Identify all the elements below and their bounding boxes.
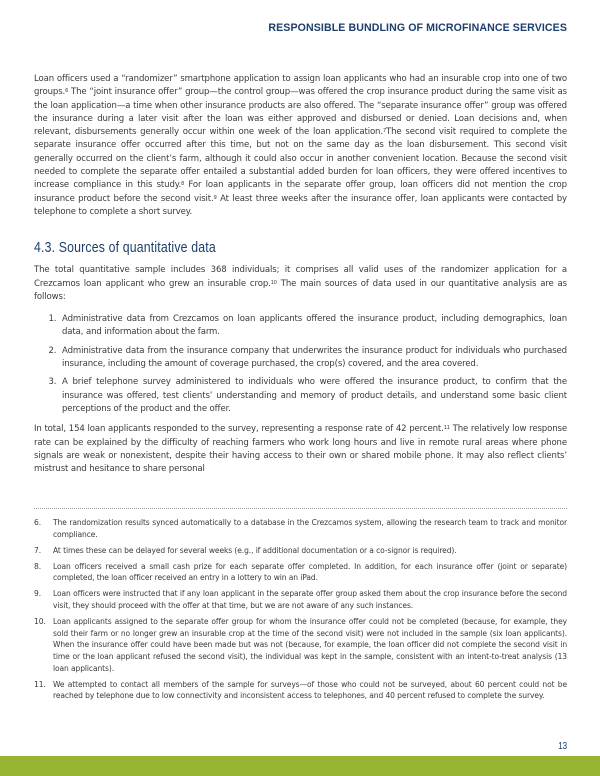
footnote-ref[interactable]: 11 [443, 425, 450, 432]
footnote-ref[interactable]: 9 [213, 194, 217, 201]
footnote [34, 679, 567, 702]
footnote-divider [34, 508, 567, 509]
text-span: The main sources of data used in our quantitative analysis are as follows: [34, 278, 568, 302]
main-content [34, 73, 567, 476]
footnote-text: Loan applicants assigned to the separate offer group for whom the insurance offer could not be completed (because, for example, they sold their farm or no longer grew an insurable crop at the time of the second visit) were not included in the sample (six loan applicants). When the insurance offer could have been made but was not (because, for example, the loan officer did not complete the second visit in time or the loan applicant refused the second visit), the individual was kept in the sample, consistent with an intent-to-treat analysis (13 loan applicants). [53, 617, 567, 673]
footnote-ref[interactable]: 10 [270, 279, 277, 286]
footnote-ref[interactable]: 6 [65, 88, 69, 95]
section-heading: 4.3. Sources of quantitative data [34, 239, 216, 257]
footnote-number: 9. [34, 589, 42, 599]
footnote-text: We attempted to contact all members of the sample for surveys—of those who could not be surveyed, about 60 percent could not be reached by telephone due to low connectivity and inconsistent access to telephones, and 40 percent refused to complete the survey. [53, 679, 567, 701]
text-span: The “joint insurance offer” group—the control group—was offered the crop insurance product during the same visit as the loan application—a time when other insurance products are also offered. The “separate insurance offer” group was offered the insurance during a later visit after the loan was either approved and disbursed or denied. Loan decisions and, when relevant, disbursements generally occur within one week of the loan application. [34, 87, 567, 138]
footnote-number: 8. [34, 561, 42, 571]
text-span: The second visit required to complete the separate insurance offer occurred after this time, but not on the same day as the loan disbursement. This second visit generally occurred on the client’s farm, although it could also occur in another convenient location. Because the second visit needed to complete the separate offer entailed a substantial added burden for loan officers, they were offered incentives to increase compliance in this study. [34, 127, 567, 191]
response-paragraph [34, 423, 567, 476]
text-span: In total, 154 loan applicants responded to the survey, representing a response rate of 42 percent. [34, 424, 444, 435]
footnote [34, 588, 567, 611]
intro-paragraph [34, 73, 567, 219]
list-item: 1. Administrative data from Crezcamos on loan applicants offered the insurance product, including demographics, loan data, and information about the farm. [59, 313, 567, 340]
text-span: For loan applicants in the separate offer group, loan officers did not mention the crop insurance product before the second visit. [34, 180, 567, 204]
text-span: The relatively low response rate can be explained by the difficulty of reaching farmers who work long hours and live in remote rural areas where phone signals are weak or nonexistent, despite their having access to their own or shared mobile phone. It may also reflect clients’ mistrust and hesitance to share personal [34, 424, 567, 475]
running-header: RESPONSIBLE BUNDLING OF MICROFINANCE SERVICES [268, 22, 567, 34]
footnotes [34, 517, 567, 706]
footnote [34, 561, 567, 584]
footnote-number: 7. [34, 545, 42, 555]
text-span: Loan officers used a “randomizer” smartphone application to assign loan applicants who had an insurable crop into one of two groups. [34, 74, 567, 98]
text-span: At least three weeks after the insurance offer, loan applicants were contacted by telephone to complete a short survey. [34, 193, 567, 217]
footnote [34, 545, 567, 557]
footnote-number: 6. [34, 518, 42, 527]
footnote-text: Loan officers were instructed that if any loan applicant in the separate offer group asked them about the crop insurance before the second visit, they should proceed with the offer at that time, but we are not aware of any such instances. [53, 589, 567, 611]
sample-paragraph [34, 264, 567, 304]
footnote-ref[interactable]: 8 [181, 181, 185, 188]
footnote-text: Loan officers received a small cash prize for each separate offer completed. In addition, for each insurance offer (joint or separate) completed, the loan officer received an entry in a lottery to win an iPad. [53, 561, 567, 583]
text-span: The total quantitative sample includes 368 individuals; it comprises all valid uses of the randomizer application for a Crezcamos loan applicant who grew an insurable crop. [34, 265, 567, 289]
footnote [34, 616, 567, 674]
footnote [34, 517, 567, 540]
footnote-ref[interactable]: 7 [382, 128, 387, 135]
page-number: 13 [558, 741, 567, 752]
footer-bar [0, 756, 600, 776]
footnote-text: The randomization results synced automatically to a database in the Crezcamos system, allowing the research team to track and monitor compliance. [53, 518, 567, 539]
footnote-number: 10. [34, 617, 46, 627]
list-item: 2. Administrative data from the insurance company that underwrites the insurance product for individuals who purchased insurance, including the amount of coverage purchased, the crop(s) covered, and the area covered. [59, 345, 567, 372]
data-sources-list [34, 313, 567, 416]
footnote-text: At times these can be delayed for several weeks (e.g., if additional documentation or a co-signor is required). [53, 545, 457, 555]
list-item: 3. A brief telephone survey administered to individuals who were offered the insurance product, to confirm that the insurance was offered, test clients’ understanding and memory of product details, and understand some basic client perceptions of the product and the offer. [59, 376, 567, 416]
footnote-number: 11. [34, 679, 46, 689]
